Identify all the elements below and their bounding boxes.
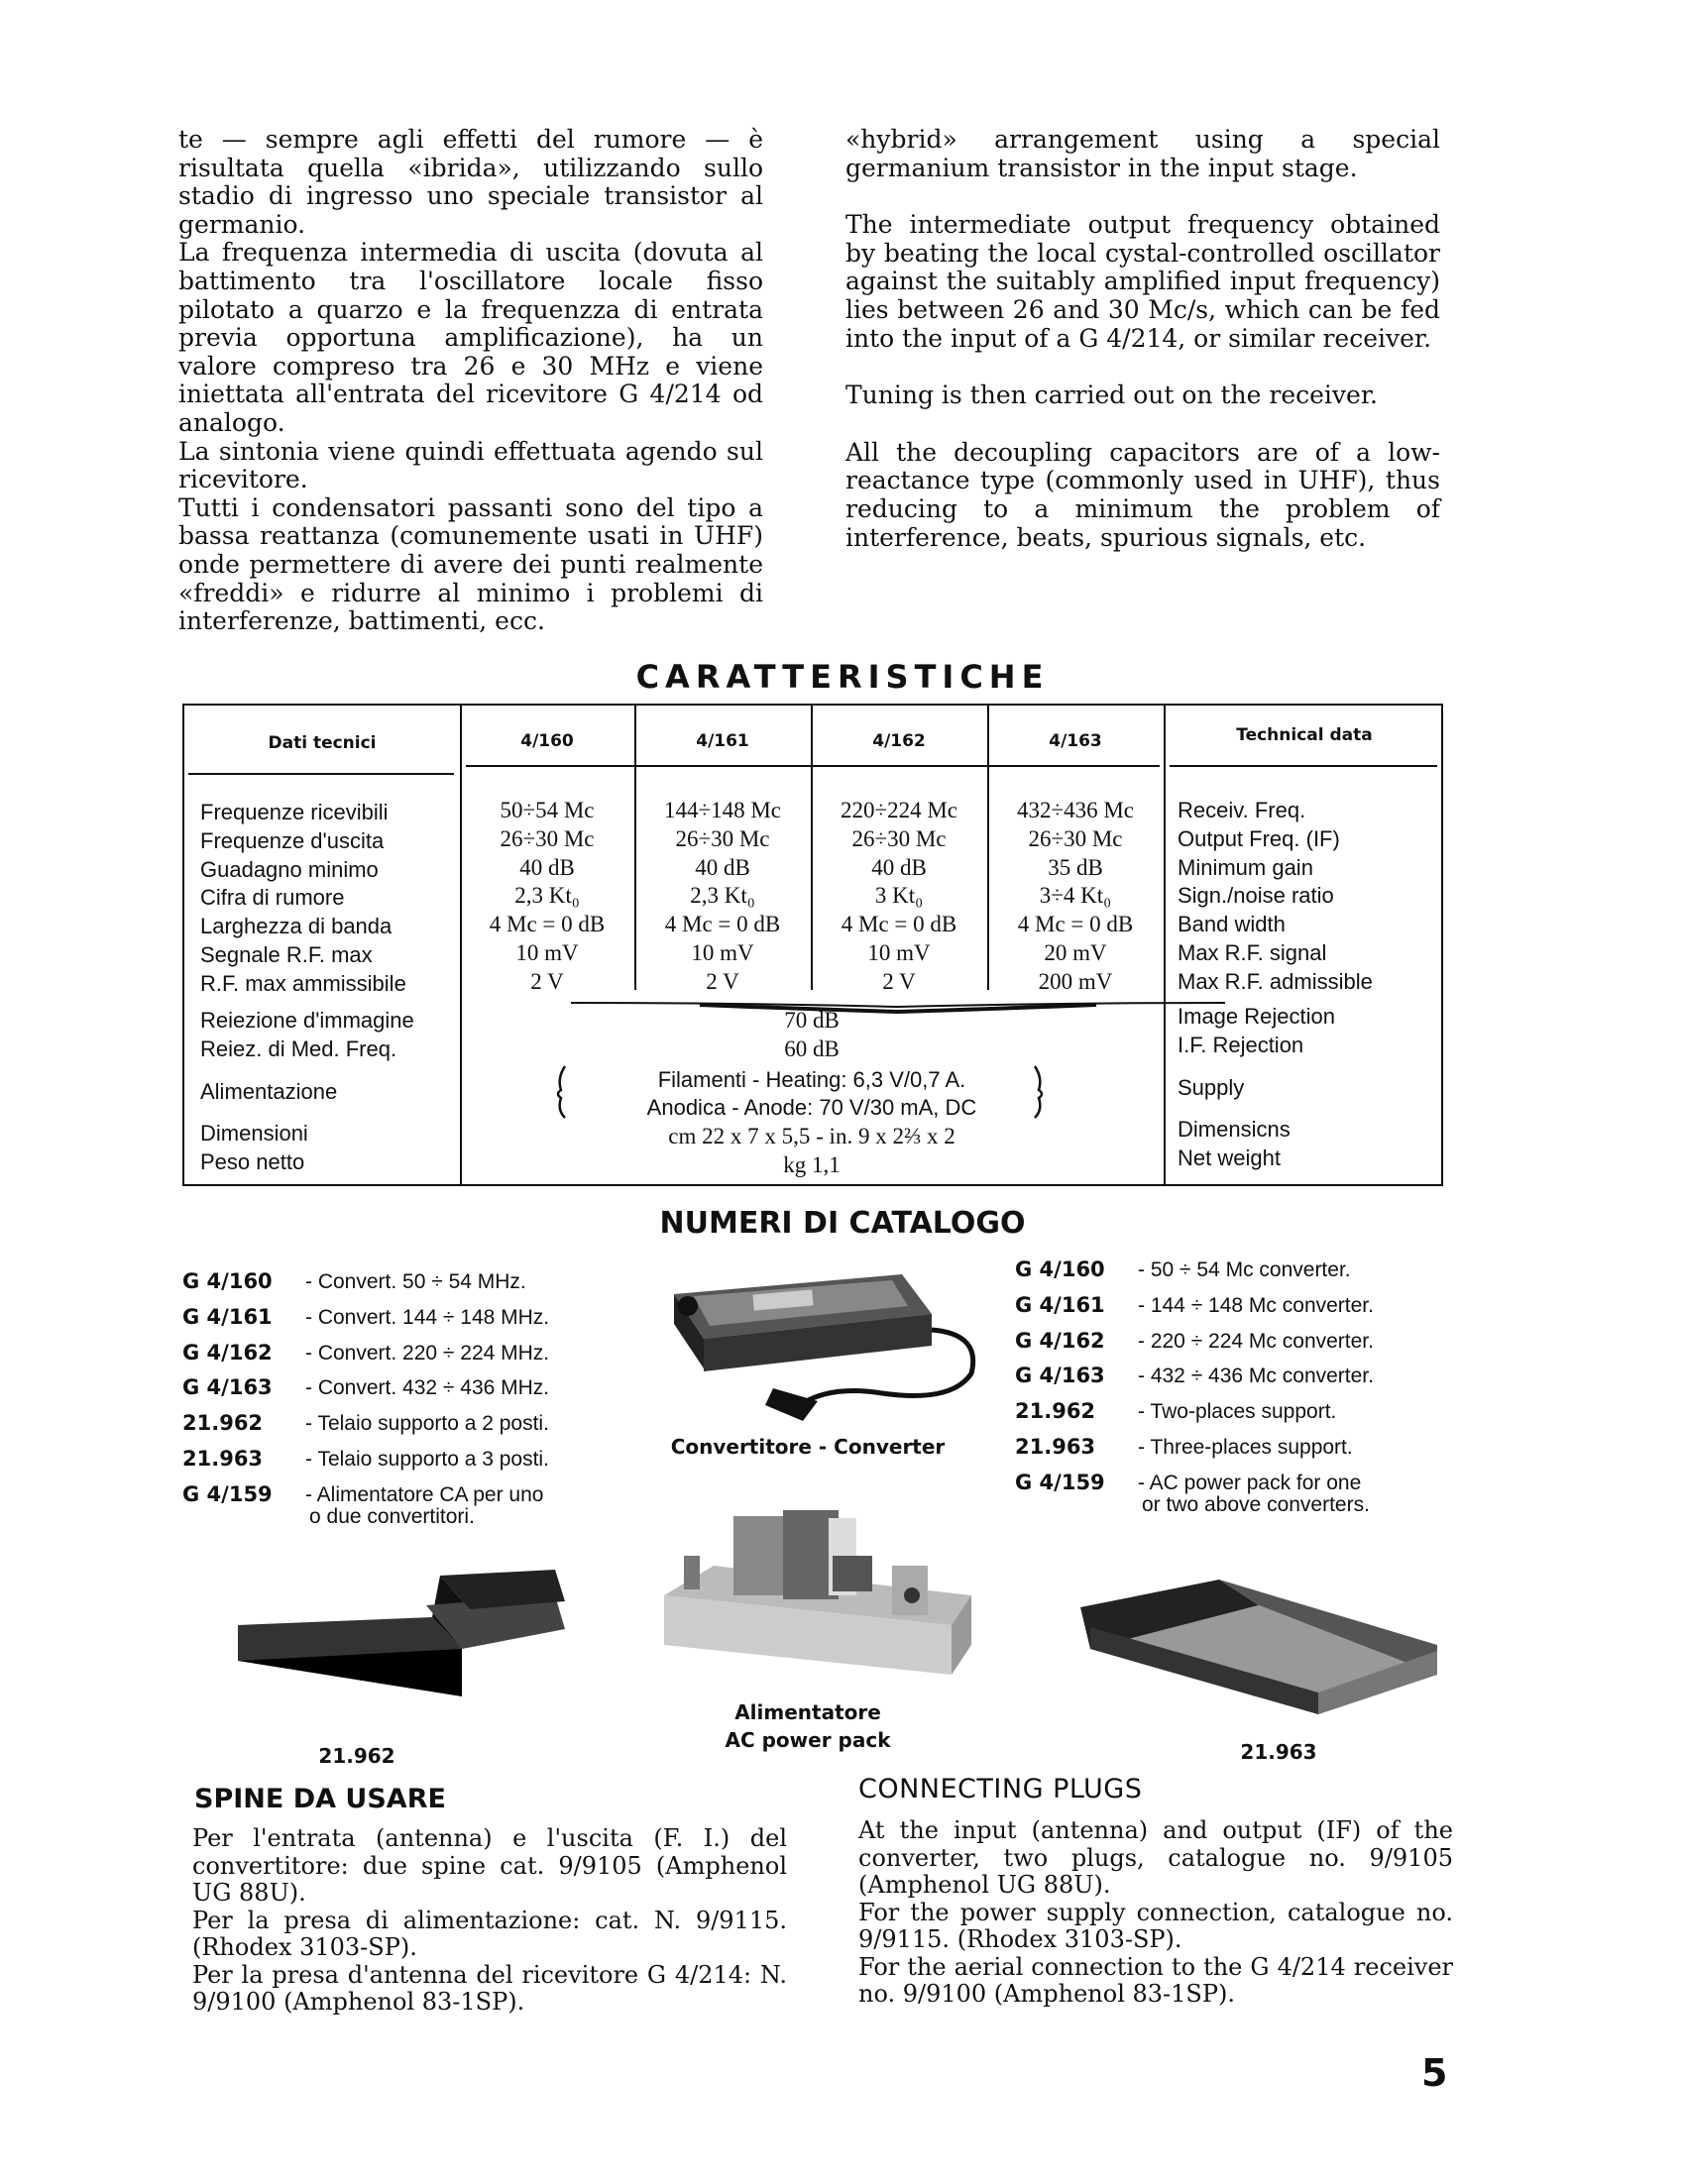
- supply-brace-left: [551, 1062, 571, 1122]
- values-model-163: [987, 797, 1164, 997]
- catalog-en-item: [1015, 1324, 1491, 1360]
- support-3-places-photo: [1070, 1576, 1447, 1724]
- val-163-gain: 35 dB: [1048, 854, 1103, 880]
- val-160-admissible: 2 V: [530, 968, 564, 994]
- supply-brace-right: [1029, 1062, 1049, 1122]
- english-paragraph-1: «hybrid» arrangement using a special germanium transistor in the input stage.: [845, 125, 1440, 182]
- row-labels-en: [1178, 797, 1373, 997]
- catalog-desc: - Convert. 50 ÷ 54 MHz.: [305, 1270, 526, 1293]
- label-en-output-freq: Output Freq. (IF): [1178, 825, 1340, 851]
- converter-caption: Convertitore - Converter: [670, 1435, 946, 1459]
- page-number: 5: [1421, 2051, 1448, 2095]
- val-162-receiv: 220÷224 Mc: [840, 798, 958, 822]
- val-161-gain: 40 dB: [695, 854, 750, 880]
- catalog-desc: - Alimentatore CA per uno: [305, 1482, 544, 1506]
- val-160-noise: 2,3 Kt₀: [514, 883, 580, 909]
- catalog-list-it: [182, 1264, 638, 1529]
- val-161-output: 26÷30 Mc: [675, 825, 770, 851]
- label-en-dimensions: Dimensicns: [1178, 1117, 1291, 1143]
- catalog-code: G 4/160: [1015, 1257, 1105, 1281]
- catalog-code: G 4/161: [182, 1304, 273, 1329]
- plugs-text-en: [858, 1817, 1453, 2009]
- label-en-supply: Supply: [1178, 1074, 1245, 1100]
- val-162-admissible: 2 V: [882, 968, 916, 994]
- catalog-code: 21.963: [1015, 1434, 1096, 1459]
- val-weight: kg 1,1: [783, 1151, 841, 1177]
- values-model-160: [460, 797, 634, 997]
- plug-it-3: Per la presa d'antenna del ricevitore G 4/214: N. 9/9100 (Amphenol 83-1SP).: [192, 1960, 787, 2016]
- label-en-bandwidth: Band width: [1178, 912, 1286, 937]
- val-image-rejection: 70 dB: [784, 1008, 840, 1033]
- catalog-desc-cont: o due convertitori.: [309, 1504, 475, 1528]
- common-labels-en: [1178, 1003, 1335, 1173]
- label-en-image-rejection: Image Rejection: [1178, 1004, 1335, 1029]
- header-model-161: 4/161: [696, 731, 749, 751]
- catalog-code: G 4/163: [1015, 1364, 1105, 1388]
- plugs-text-it: [192, 1825, 787, 2017]
- val-161-admissible: 2 V: [706, 968, 739, 994]
- catalog-code: 21.962: [1015, 1399, 1096, 1424]
- catalog-it-item: [182, 1442, 638, 1477]
- header-rule-models: [466, 765, 1160, 767]
- catalog-it-item: [182, 1336, 638, 1371]
- catalog-desc: - Convert. 220 ÷ 224 MHz.: [305, 1341, 550, 1365]
- catalog-it-item: [182, 1406, 638, 1442]
- catalog-desc: - 144 ÷ 148 Mc converter.: [1138, 1293, 1374, 1317]
- catalog-desc: - Telaio supporto a 3 posti.: [305, 1447, 549, 1471]
- label-it-noise: Cifra di rumore: [200, 885, 345, 911]
- catalog-code: G 4/162: [1015, 1328, 1105, 1353]
- val-162-band: 4 Mc = 0 dB: [841, 912, 957, 937]
- val-163-admissible: 200 mV: [1038, 968, 1113, 994]
- catalog-desc: - Three-places support.: [1138, 1435, 1353, 1459]
- catalog-desc: - Convert. 144 ÷ 148 MHz.: [305, 1305, 550, 1329]
- catalog-en-item: [1015, 1394, 1491, 1430]
- catalog-desc: - 432 ÷ 436 Mc converter.: [1138, 1365, 1374, 1388]
- catalog-code: G 4/161: [1015, 1292, 1105, 1317]
- power-pack-photo: [654, 1496, 981, 1694]
- catalog-code: G 4/160: [182, 1269, 273, 1293]
- val-supply-anode: Anodica - Anode: 70 V/30 mA, DC: [646, 1095, 977, 1121]
- catalog-code: G 4/163: [182, 1375, 273, 1400]
- italian-paragraph-1: te — sempre agli effetti del rumore — è risultata quella «ibrida», utilizzando sullo stadio di ingresso uno speciale transistor al germanio.: [178, 125, 763, 239]
- catalog-desc: - Two-places support.: [1138, 1400, 1337, 1424]
- label-it-weight: Peso netto: [200, 1149, 305, 1175]
- italian-paragraph-4: Tutti i condensatori passanti sono del tipo a bassa reattanza (comunemente usati in UHF) onde permettere di avere dei punti realmente «freddi» e ridurre al minimo i problemi di interferenze, battimenti, ecc.: [178, 492, 763, 636]
- plug-it-2: Per la presa di alimentazione: cat. N. 9/9115. (Rhodex 3103-SP).: [192, 1906, 787, 1961]
- val-160-signal: 10 mV: [515, 939, 579, 965]
- label-en-receiv-freq: Receiv. Freq.: [1178, 798, 1306, 822]
- val-if-rejection: 60 dB: [784, 1036, 840, 1061]
- val-161-signal: 10 mV: [691, 939, 754, 965]
- val-161-receiv: 144÷148 Mc: [663, 798, 782, 822]
- divider-tech-col: [1164, 706, 1166, 1186]
- header-rule-en: [1170, 765, 1437, 767]
- val-163-output: 26÷30 Mc: [1028, 825, 1123, 851]
- val-dimensions: cm 22 x 7 x 5,5 - in. 9 x 2⅔ x 2: [668, 1124, 955, 1149]
- power-caption-it: Alimentatore: [734, 1700, 881, 1724]
- row-labels-it: [200, 799, 406, 999]
- italian-paragraph-3: La sintonia viene quindi effettuata agendo sul ricevitore.: [178, 436, 763, 494]
- label-it-supply: Alimentazione: [200, 1078, 338, 1104]
- catalog-it-item: [182, 1300, 638, 1336]
- label-it-dimensions: Dimensioni: [200, 1121, 308, 1147]
- val-162-noise: 3 Kt₀: [874, 883, 924, 909]
- catalog-desc: - 220 ÷ 224 Mc converter.: [1138, 1329, 1374, 1353]
- plug-en-1: At the input (antenna) and output (IF) of the converter, two plugs, catalogue no. 9/9105 (Amphenol UG 88U).: [858, 1816, 1453, 1899]
- values-model-162: [811, 797, 987, 997]
- converter-photo: [654, 1255, 981, 1423]
- catalog-list-en: [1015, 1253, 1491, 1517]
- label-en-if-rejection: I.F. Rejection: [1178, 1032, 1304, 1057]
- label-en-rf-admissible: Max R.F. admissible: [1178, 968, 1373, 994]
- label-en-weight: Net weight: [1178, 1146, 1281, 1171]
- val-160-band: 4 Mc = 0 dB: [489, 912, 606, 937]
- val-162-gain: 40 dB: [871, 854, 927, 880]
- plug-en-3: For the aerial connection to the G 4/214 receiver no. 9/9100 (Amphenol 83-1SP).: [858, 1952, 1453, 2008]
- label-en-rf-signal: Max R.F. signal: [1178, 939, 1327, 965]
- plug-it-1: Per l'entrata (antenna) e l'uscita (F. I.) del convertitore: due spine cat. 9/9105 (Amphenol UG 88U).: [192, 1824, 787, 1907]
- val-160-output: 26÷30 Mc: [500, 825, 595, 851]
- val-163-signal: 20 mV: [1044, 939, 1107, 965]
- val-161-noise: 2,3 Kt₀: [690, 883, 755, 909]
- label-it-image-rejection: Reiezione d'immagine: [200, 1008, 414, 1033]
- plugs-title-it: SPINE DA USARE: [194, 1784, 446, 1814]
- val-162-signal: 10 mV: [867, 939, 931, 965]
- catalog-code: G 4/159: [1015, 1470, 1105, 1494]
- catalog-desc: - 50 ÷ 54 Mc converter.: [1138, 1258, 1351, 1281]
- catalog-desc: - AC power pack for one: [1138, 1471, 1362, 1494]
- val-161-band: 4 Mc = 0 dB: [664, 912, 781, 937]
- label-it-if-rejection: Reiez. di Med. Freq.: [200, 1036, 397, 1061]
- catalog-code: 21.963: [182, 1446, 264, 1471]
- val-163-band: 4 Mc = 0 dB: [1017, 912, 1134, 937]
- label-en-gain: Minimum gain: [1178, 854, 1313, 880]
- val-163-receiv: 432÷436 Mc: [1016, 798, 1135, 822]
- support-3-caption: 21.963: [1240, 1740, 1317, 1764]
- specs-title: CARATTERISTICHE: [635, 658, 1050, 696]
- catalog-desc-cont: or two above converters.: [1142, 1492, 1370, 1516]
- val-162-output: 26÷30 Mc: [851, 825, 947, 851]
- label-it-receiv-freq: Frequenze ricevibili: [200, 800, 389, 824]
- plugs-title-en: CONNECTING PLUGS: [858, 1774, 1143, 1804]
- catalog-it-item: [182, 1370, 638, 1406]
- header-rule-it: [188, 773, 454, 775]
- header-technical-data: Technical data: [1236, 725, 1373, 745]
- plug-en-2: For the power supply connection, catalogue no. 9/9115. (Rhodex 3103-SP).: [858, 1898, 1453, 1953]
- italian-intro-column: [178, 126, 763, 636]
- val-supply-filament: Filamenti - Heating: 6,3 V/0,7 A.: [657, 1066, 966, 1092]
- support-2-caption: 21.962: [318, 1744, 395, 1768]
- label-it-rf-admissible: R.F. max ammissibile: [200, 970, 406, 996]
- common-labels-it: [200, 1007, 414, 1177]
- val-160-gain: 40 dB: [519, 854, 575, 880]
- label-it-rf-signal: Segnale R.F. max: [200, 941, 373, 967]
- val-160-receiv: 50÷54 Mc: [500, 798, 595, 822]
- power-pack-caption: [634, 1698, 981, 1754]
- catalog-en-item: [1015, 1430, 1491, 1466]
- power-caption-en: AC power pack: [725, 1728, 891, 1752]
- english-paragraph-3: Tuning is then carried out on the receiver.: [845, 381, 1378, 410]
- english-paragraph-4: All the decoupling capacitors are of a low-reactance type (commonly used in UHF), thus reducing to a minimum the problem of interference, beats, spurious signals, etc.: [845, 437, 1440, 552]
- label-it-bandwidth: Larghezza di banda: [200, 914, 393, 939]
- header-model-162: 4/162: [872, 731, 926, 751]
- header-dati-tecnici: Dati tecnici: [268, 733, 377, 753]
- catalog-code: G 4/162: [182, 1340, 273, 1365]
- catalog-en-item: [1015, 1253, 1491, 1288]
- catalog-title: NUMERI DI CATALOGO: [659, 1206, 1026, 1241]
- catalog-en-item: [1015, 1288, 1491, 1324]
- values-model-161: [634, 797, 811, 997]
- catalog-desc: - Convert. 432 ÷ 436 MHz.: [305, 1376, 550, 1400]
- val-163-noise: 3÷4 Kt₀: [1039, 883, 1112, 909]
- catalog-code: G 4/159: [182, 1481, 273, 1506]
- header-model-160: 4/160: [520, 731, 574, 751]
- english-paragraph-2: The intermediate output frequency obtained by beating the local cystal-controlled oscillator against the suitably amplified input frequency) lies between 26 and 30 Mc/s, which can be fed into the input of a G 4/214, or similar receiver.: [845, 210, 1440, 353]
- catalog-en-item: [1015, 1359, 1491, 1394]
- catalog-code: 21.962: [182, 1411, 264, 1436]
- support-2-places-photo: [228, 1566, 585, 1714]
- catalog-desc: - Telaio supporto a 2 posti.: [305, 1412, 549, 1436]
- label-it-gain: Guadagno minimo: [200, 856, 379, 882]
- english-intro-column: [845, 126, 1440, 552]
- spec-table: [182, 704, 1443, 1186]
- catalog-it-item: [182, 1264, 638, 1300]
- label-en-noise: Sign./noise ratio: [1178, 883, 1334, 909]
- header-model-163: 4/163: [1049, 731, 1102, 751]
- label-it-output-freq: Frequenze d'uscita: [200, 827, 385, 853]
- italian-paragraph-2: La frequenza intermedia di uscita (dovuta al battimento tra l'oscillatore locale fisso pilotato a quarzo e la frequenzza di entrata previa opportuna amplificazione), ha un valore compreso tra 26 e 30 MHz e viene iniettata all'entrata del ricevitore G 4/214 od analogo.: [178, 238, 763, 437]
